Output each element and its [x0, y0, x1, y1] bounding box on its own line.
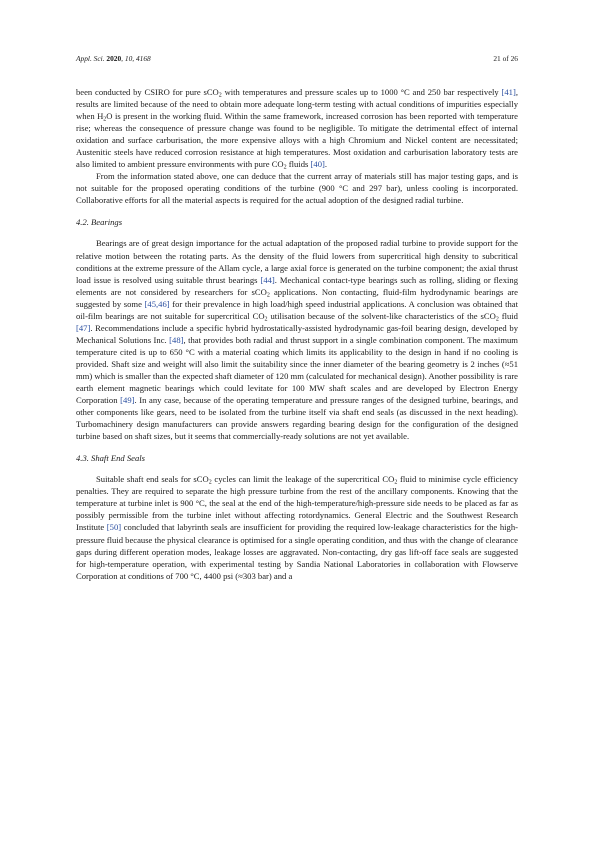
section-heading-bearings: 4.2. Bearings — [76, 217, 123, 228]
text-run: O is present in the working fluid. Within the same framework, increased corrosion has been reported with temperature rise; whereas the consequence of pressure change was found to be negligible. To mitigate the detrimental effect of internal oxidation and surface carburisation, the more expensive alloys with a high Chromium and Nickel content are necessitated; Austenitic steels have reduced corrosion resistance at high temperatures. Most oxidation and carburisation laboratory tests are also limited to ambient pressure environments with pure CO — [76, 111, 518, 170]
subscript: 2 — [218, 92, 222, 99]
spacer — [76, 206, 518, 216]
spacer — [76, 442, 518, 452]
subscript: 2 — [495, 316, 499, 323]
text-run: . In any case, because of the operating temperature and pressure ranges of the designed turbine, bearings, and other components like gears, need to be isolated from the turbine itself via shaft end seals (as discussed in the next heading). Turbomachinery design manufacturers can provide answers regarding bearing design for the configuration of the designed turbine based on shaft sizes, but it seems that commercially-ready solutions are not yet available. — [76, 395, 518, 442]
paragraph-materials-continued — [76, 86, 518, 170]
text-run: utilisation because of the solvent-like characteristics of the sCO — [267, 310, 496, 321]
text-run: . Recommendations include a specific hybrid hydrostatically-assisted hydrodynamic gas-foil bearing design, developed by Mechanical Solutions Inc. — [76, 322, 518, 345]
paragraph-bearings — [76, 237, 518, 442]
text-run: for their prevalence in high load/high speed industrial applications. A conclusion was obtained that oil-film bearings are not suitable for supercritical CO — [76, 298, 518, 321]
subscript: 2 — [283, 164, 287, 171]
journal-name: Appl. Sci. — [76, 54, 105, 63]
text-run: with temperatures and pressure scales up to 1000 °C and 250 bar respectively — [221, 87, 502, 97]
text-run: fluids — [286, 159, 311, 170]
text-run: fluid to minimise cycle efficiency penalties. They are required to separate the high pressure turbine from the rest of the ancillary components. Knowing that the temperature at turbine inlet is 900 °C, the seal at the end of the high-temperature/high-pressure side needs to be placed as far as possibly permissible from the turbine inlet without affecting rotordynamics. General Electric and the Southwest Research Institute — [76, 474, 518, 533]
text-run: fluid — [498, 310, 518, 321]
citation-link[interactable]: [49] — [120, 395, 135, 406]
journal-year: 2020 — [106, 54, 122, 63]
spacer — [76, 228, 518, 237]
journal-volume: , 10, 4168 — [121, 54, 151, 63]
text-run: concluded that labyrinth seals are insufficient for providing the required low-leakage characteristics for the high-pressure fluid because the physical clearance is optimised for a single operating condition, and thus with the change of clearance gaps during different operation modes, leakage losses are aggravated. Non-contacting, dry gas lift-off face seals are suggested for high-temperature operation, with experimental testing by Sandia National Laboratories in collaboration with Flowserve Corporation at conditions of 700 °C, 4400 psi (≈303 bar) and a — [76, 522, 518, 581]
page-number: 21 of 26 — [493, 54, 518, 63]
citation-link[interactable]: [48] — [169, 334, 184, 345]
subscript: 2 — [394, 479, 398, 486]
text-run: . — [324, 159, 328, 170]
paragraph-shaft-end-seals — [76, 473, 518, 581]
text-run: , results are limited because of the need to obtain more adequate long-term testing with actual conditions of impurities especially when H — [76, 87, 518, 122]
text-run: Suitable shaft end seals for sCO — [96, 474, 209, 485]
citation-link[interactable]: [40] — [310, 159, 325, 170]
spacer — [76, 464, 518, 473]
citation-link[interactable]: [44] — [260, 274, 275, 285]
subscript: 2 — [264, 316, 268, 323]
subscript: 2 — [103, 116, 107, 123]
citation-link[interactable]: [41] — [501, 87, 516, 97]
subscript: 2 — [266, 292, 270, 299]
text-run: applications. Non contacting, fluid-film hydrodynamic bearings are suggested by some — [76, 286, 518, 309]
citation-link[interactable]: [45,46] — [144, 298, 170, 309]
paragraph-materials-conclusion: From the information stated above, one can deduce that the current array of materials still has major testing gaps, and is not suitable for the proposed operating conditions of the turbine (900 °C and 297 bar), unless cooling is incorporated. Collaborative efforts for all the material aspects is required for the actual adoption of the designed radial turbine. — [76, 171, 518, 206]
citation-link[interactable]: [47] — [76, 322, 91, 333]
citation-link[interactable]: [50] — [106, 522, 122, 533]
text-run: . Mechanical contact-type bearings such as rolling, sliding or flexing elements are not considered by researchers for sCO — [76, 274, 518, 297]
text-run: Bearings are of great design importance for the actual adaptation of the proposed radial turbine to provide support for the relative motion between the rotating parts. As the density of the fluid lowers from supercritical high density to subcritical conditions at the extreme pressure of the Allam cycle, a large axial force is generated on the turbine component; the axial thrust load issue is resolved using suitable thrust bearings — [76, 238, 518, 285]
body-text — [76, 86, 518, 582]
text-run: been conducted by CSIRO for pure sCO — [76, 87, 219, 97]
subscript: 2 — [208, 479, 212, 486]
text-run: , that provides both radial and thrust support in a single combination component. The maximum temperature cited is up to 650 °C with a material coating which limits its applicability to the design in hand if no cooling is provided. Shaft size and weight will also limit the suitability since the inner diameter of the bearing geometry is 2 inches (≈51 mm) which is smaller than the expected shaft diameter of 120 mm (calculated for mechanical design). Another possibility is rare earth element magnetic bearings which could levitate for 100 MW shaft scales and are developed by Electron Energy Corporation — [76, 334, 518, 406]
journal-citation — [76, 54, 151, 63]
text-run: cycles can limit the leakage of the supercritical CO — [211, 474, 395, 485]
section-heading-shaft-end-seals: 4.3. Shaft End Seals — [76, 453, 145, 464]
